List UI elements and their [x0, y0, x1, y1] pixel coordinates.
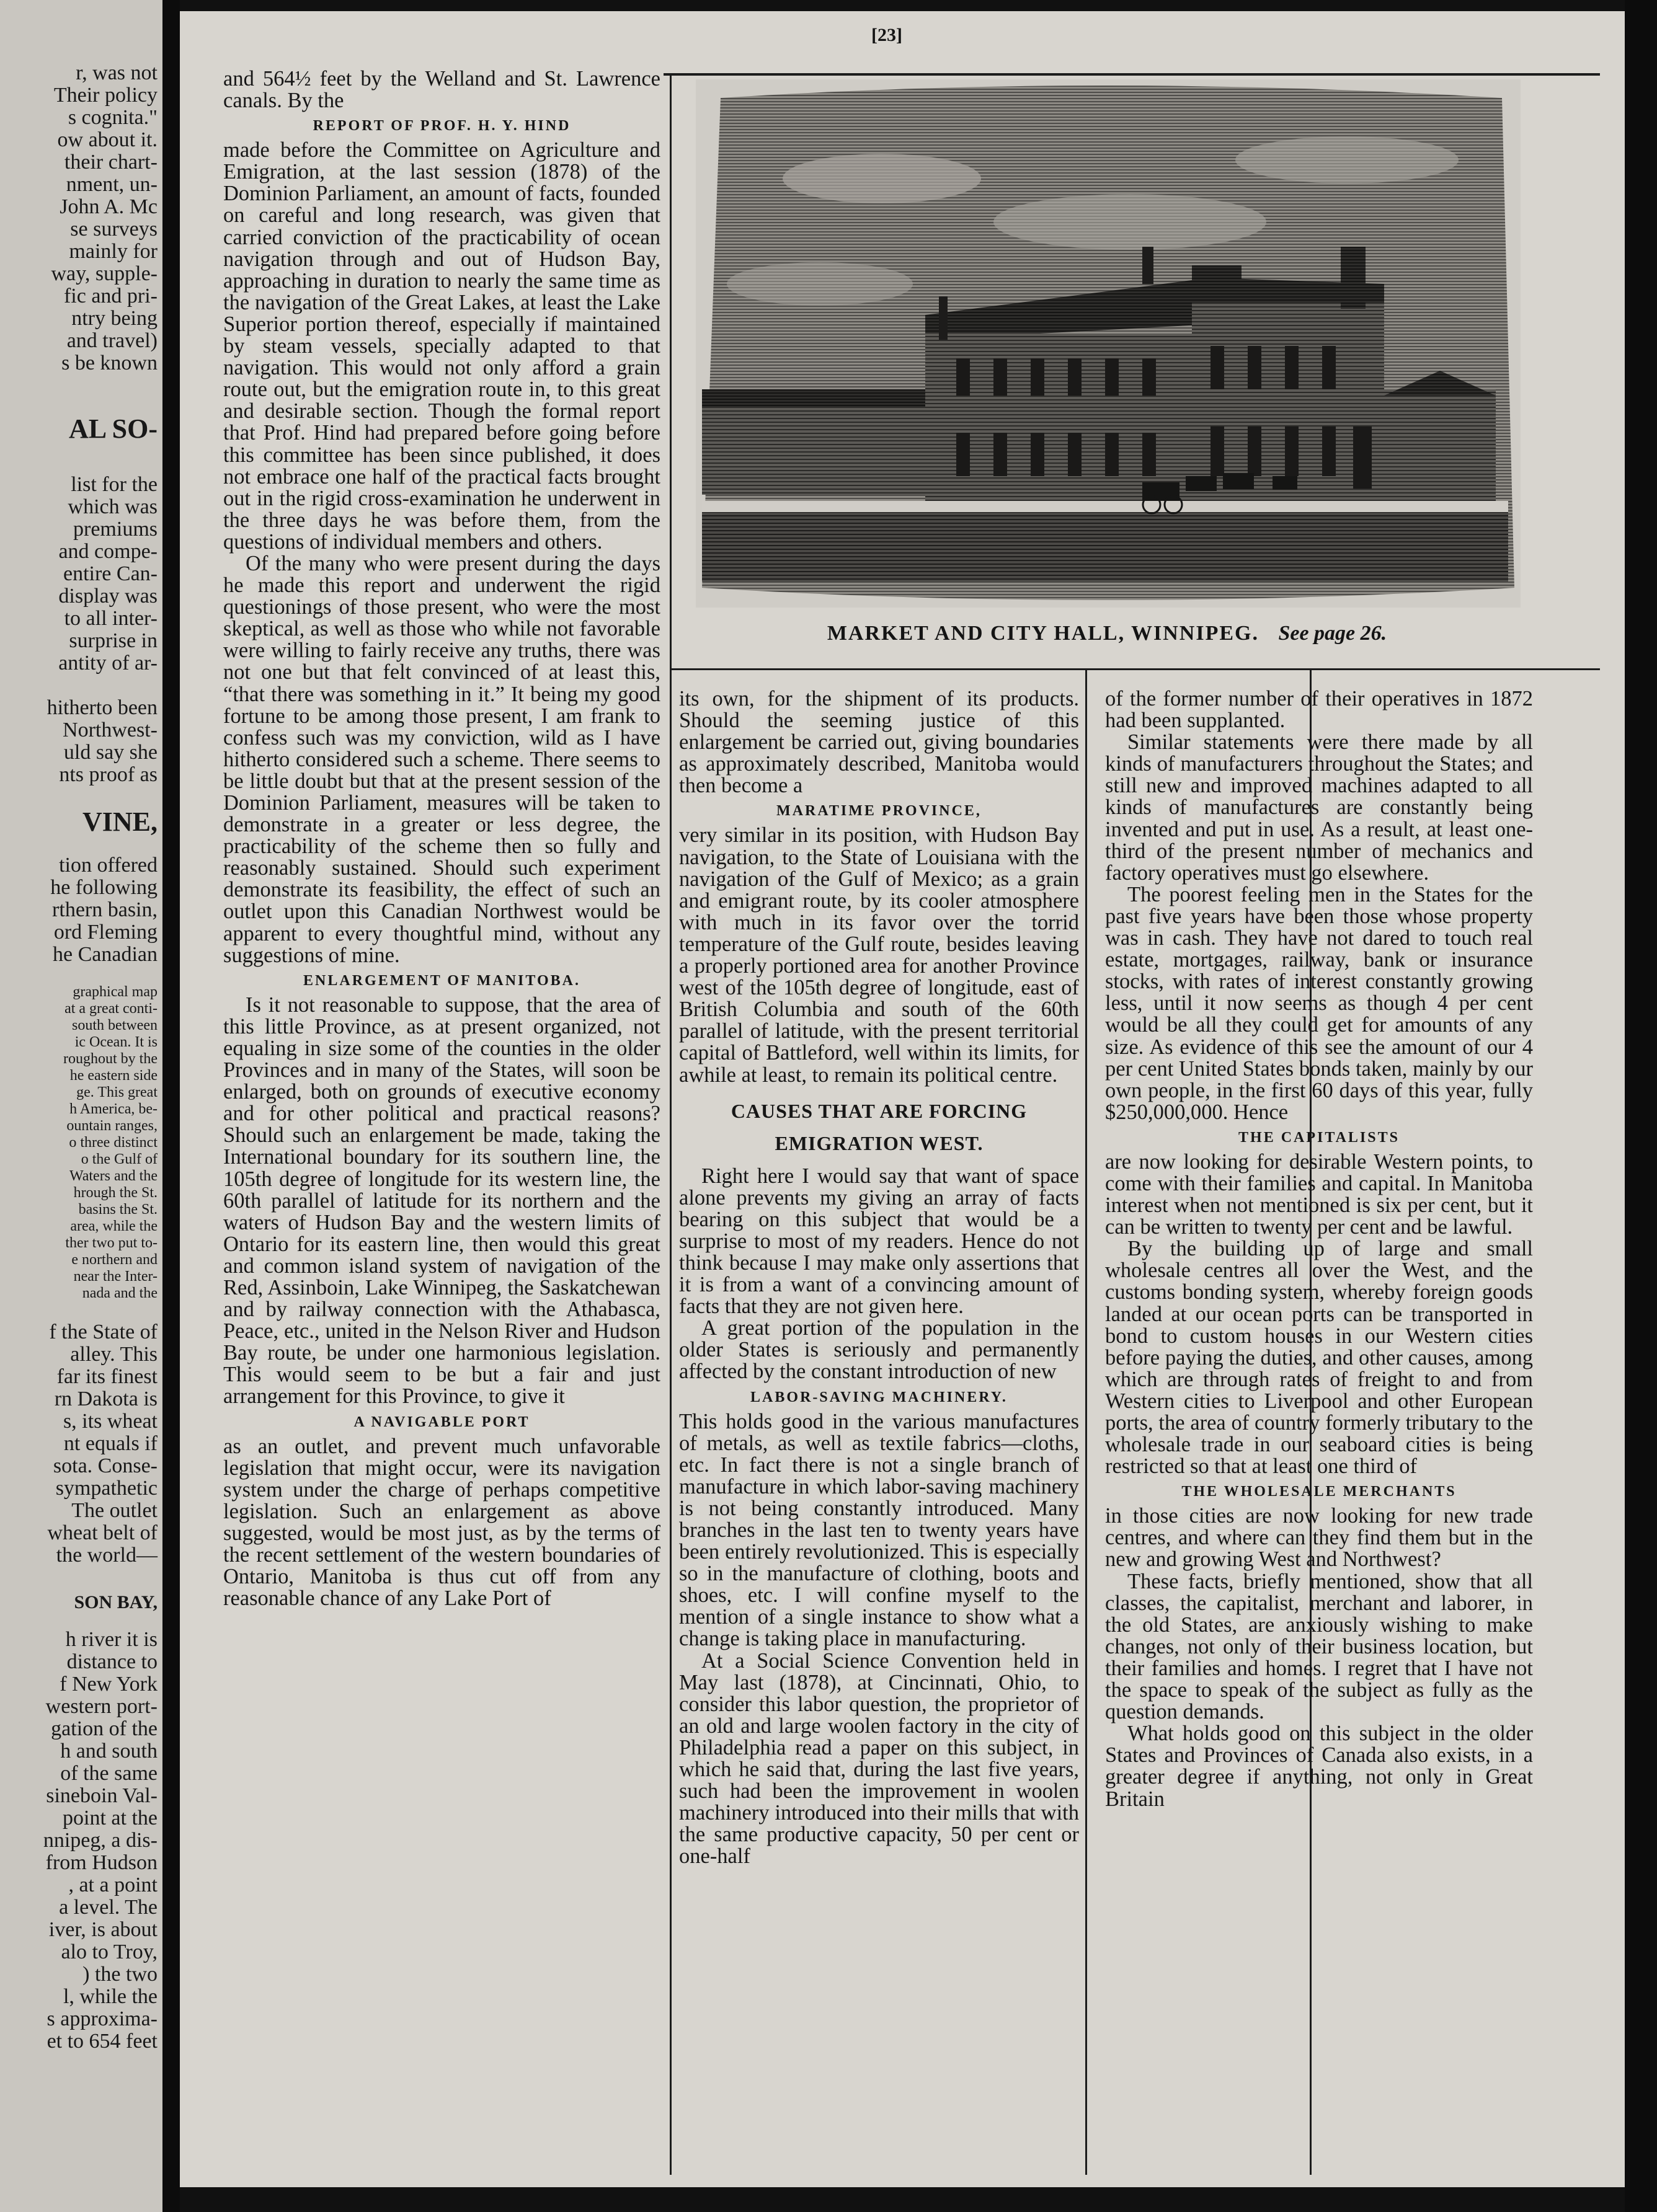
fragment-line: entire Can-: [63, 562, 158, 585]
fragment-line: Waters and the: [69, 1168, 158, 1184]
paragraph: of the former number of their operatives in 1872 had been supplanted.: [1105, 687, 1533, 733]
paragraph: in those cities are now looking for new trade centres, and where can they find them but in the new and growing West and Northwest?: [1105, 1504, 1533, 1572]
fragment-line: far its finest: [56, 1365, 158, 1388]
fragment-line: surprise in: [69, 629, 158, 652]
fragment-line: wheat belt of: [47, 1521, 158, 1544]
fragment-line: nment, un-: [66, 173, 158, 196]
fragment-line: fic and pri-: [63, 285, 158, 307]
fragment-line: premiums: [73, 518, 158, 541]
fragment-heading: AL SO-: [68, 414, 158, 444]
paragraph: Right here I would say that want of space alone prevents my giving an array of facts bearing on this subject that would be a surprise to most of my readers. Hence do not think because I may make only assertions that it is from a want of a convincing amount of facts that they are not given here.: [679, 1164, 1079, 1319]
fragment-line: ge. This great: [76, 1084, 158, 1100]
section-heading: MARATIME PROVINCE,: [776, 803, 982, 820]
fragment-line: s cognita.": [68, 106, 158, 129]
fragment-line: and travel): [66, 329, 158, 352]
fragment-line: iver, is about: [48, 1918, 158, 1941]
newspaper-page: [180, 11, 1625, 2187]
fragment-line: ) the two: [82, 1963, 158, 1986]
column-rule: [1085, 668, 1087, 2175]
paragraph: Similar statements were there made by all kinds of manufacturers throughout the States; and still new and improved machines adapted to all kinds of manufactures are constantly being invented and put in use. As a result, at least one-third of the present number of mechanics and factory operatives must go elsewhere.: [1105, 730, 1533, 885]
illustration-rule: [670, 668, 1600, 670]
fragment-line: to all inter-: [64, 607, 158, 630]
fragment-heading: SON BAY,: [74, 1592, 158, 1613]
fragment-line: list for the: [71, 473, 158, 496]
section-heading: A NAVIGABLE PORT: [353, 1413, 530, 1430]
fragment-line: o the Gulf of: [81, 1151, 158, 1167]
section-heading: LABOR-SAVING MACHINERY.: [750, 1389, 1008, 1405]
fragment-line: l, while the: [63, 1985, 158, 2008]
paragraph: very similar in its position, with Hudson Bay navigation, to the State of Louisiana with the navigation of the Gulf of Mexico; as a grain and emigrant route, by its cooler atmosphere with much in its favor over the torrid temperature of the Gulf route, besides leaving a properly portioned area for another Province west of the 105th degree of longitude, east of British Columbia and south of the 60th parallel of latitude, with the present territorial capital of Battleford, well within its limits, for awhile at least, to remain its political centre.: [679, 823, 1079, 1087]
fragment-line: near the Inter-: [73, 1268, 158, 1285]
fragment-line: rn Dakota is: [54, 1387, 158, 1410]
fragment-line: ow about it.: [57, 128, 158, 151]
fragment-line: western port-: [45, 1695, 158, 1718]
fragment-line: nts proof as: [59, 763, 158, 786]
fragment-line: sineboin Val-: [46, 1784, 158, 1807]
fragment-line: gation of the: [51, 1717, 158, 1740]
fragment-line: he following: [50, 876, 158, 899]
fragment-line: h and south: [60, 1740, 158, 1763]
fragment-line: ountain ranges,: [66, 1118, 158, 1134]
paragraph: At a Social Science Convention held in May last (1878), at Cincinnati, Ohio, to consider this labor question, the proprietor of an old and large woolen factory in the city of Philadelphia read a paper on this subject, in which he said that, during the last five years, such had been the improvement in woolen machinery introduced into their mills that with the same productive capacity, 50 per cent or one-half: [679, 1648, 1079, 1869]
paragraph: By the building up of large and small wholesale centres all over the West, and the customs bonding system, whereby foreign goods landed at our ocean ports can be transported in bond to custom houses in our Western cities before paying the duties, and other causes, among which are through rates of freight to and from Western cities to Liverpool and other European ports, the area of country formerly tributary to the wholesale trade in our seaboard cities is being restricted so that at least one third of: [1105, 1237, 1533, 1479]
paragraph: The poorest feeling men in the States for the past five years have been those whose property was in cash. They have not dared to touch real estate, mortgages, railway, bank or insurance stocks, with rates of interest constantly growing less, until it now seems as though 4 per cent would be all they could get for amounts of any size. As evidence of this see the amount of our 4 per cent United States bonds taken, mainly by our own people, in the first 60 days of this year, fully $250,000,000. Hence: [1105, 882, 1533, 1124]
adjacent-page-fragment: [0, 0, 162, 2212]
fragment-line: hitherto been: [47, 696, 158, 719]
fragment-line: from Hudson: [45, 1851, 158, 1874]
section-heading: THE WHOLESALE MERCHANTS: [1181, 1484, 1457, 1500]
header-rule: [664, 73, 1600, 76]
fragment-line: alley. This: [70, 1343, 158, 1366]
fragment-line: south between: [72, 1017, 158, 1033]
fragment-line: rthern basin,: [52, 898, 158, 921]
fragment-heading: VINE,: [82, 807, 158, 837]
fragment-line: e northern and: [71, 1252, 158, 1268]
paragraph: A great portion of the population in the older States is seriously and permanently affected by the constant introduction of new: [679, 1316, 1079, 1384]
fragment-line: h river it is: [65, 1628, 158, 1651]
fragment-line: their chart-: [64, 151, 158, 174]
fragment-line: uld say she: [63, 741, 158, 764]
caption-page-ref: See page 26.: [1278, 622, 1387, 645]
article-column-1: [223, 68, 660, 1609]
fragment-line: which was: [68, 495, 158, 518]
fragment-line: he eastern side: [69, 1068, 158, 1084]
section-heading: REPORT OF PROF. H. Y. HIND: [313, 118, 571, 135]
page-number: [23]: [871, 25, 902, 45]
fragment-line: ntry being: [71, 307, 158, 330]
fragment-line: nnipeg, a dis-: [43, 1829, 158, 1852]
fragment-line: the world—: [56, 1544, 158, 1567]
section-heading: ENLARGEMENT OF MANITOBA.: [303, 972, 580, 989]
fragment-line: and compe-: [58, 540, 158, 563]
article-heading: CAUSES THAT ARE FORCING EMIGRATION WEST.: [731, 1099, 1028, 1154]
fragment-line: nt equals if: [63, 1432, 158, 1455]
paragraph: What holds good on this subject in the older States and Provinces of Canada also exists, in a greater degree if anything, not only in Great Britain: [1105, 1722, 1533, 1811]
article-column-3: [1105, 688, 1533, 1810]
fragment-line: of the same: [60, 1762, 158, 1785]
fragment-line: distance to: [66, 1650, 158, 1673]
fragment-line: s, its wheat: [63, 1410, 158, 1433]
fragment-line: he Canadian: [53, 943, 158, 966]
section-heading: THE CAPITALISTS: [1238, 1129, 1400, 1146]
illustration-caption: [682, 622, 1532, 645]
fragment-line: alo to Troy,: [61, 1940, 158, 1963]
caption-title: MARKET AND CITY HALL, WINNIPEG.: [827, 622, 1259, 645]
engraving-illustration: [696, 79, 1521, 608]
fragment-line: Northwest-: [63, 719, 158, 741]
paragraph: Of the many who were present during the days he made this report and underwent the rigid questionings of those present, who were the most skeptical, as well as those who while not favorable were willing to fairly receive any truths, there was not one but that felt convinced of at least this, “that there was something in it.” It being my good fortune to be among those present, I am frank to confess such was my conviction, wild as I have hitherto considered such a scheme. There seems to be little doubt but that at the present session of the Dominion Parliament, measures will be taken to demonstrate in a greater or less degree, the practicability of the scheme then so fully and reasonably sustained. Should such experiment demonstrate its feasibility, the effect of such an outlet upon this Canadian Northwest would be apparent to every thoughtful mind, without any suggestions of mine.: [223, 551, 660, 967]
fragment-line: mainly for: [69, 240, 158, 263]
fragment-line: area, while the: [70, 1218, 158, 1234]
fragment-line: f New York: [60, 1673, 158, 1696]
paragraph: its own, for the shipment of its products. Should the seeming justice of this enlargement be carried out, giving boundaries as approximately described, Manitoba would then become a: [679, 687, 1079, 798]
fragment-line: se surveys: [70, 218, 158, 241]
paragraph: This holds good in the various manufactures of metals, as well as textile fabrics—cloths, etc. In fact there is not a single branch of manufacture in which labor-saving machinery is not being constantly introduced. Many branches in the last ten to twenty years have been entirely revolutionized. This is especially so in the manufacture of clothing, boots and shoes, etc. I will confine myself to the mention of a single instance to show what a change is taking place in manufacturing.: [679, 1409, 1079, 1651]
fragment-line: s approxima-: [47, 2007, 158, 2030]
fragment-line: hrough the St.: [73, 1185, 158, 1201]
fragment-line: point at the: [63, 1807, 158, 1829]
fragment-line: r, was not: [76, 61, 158, 84]
fragment-line: ord Fleming: [53, 921, 158, 944]
fragment-line: basins the St.: [78, 1201, 158, 1218]
market-city-hall-engraving: [696, 79, 1521, 608]
fragment-line: ther two put to-: [65, 1235, 158, 1251]
fragment-line: way, supple-: [51, 262, 158, 285]
paragraph: as an outlet, and prevent much unfavorable legislation that might occur, were its navigation system under the charge of perhaps competitive legislation. Such an enlargement as above suggested, would be most just, as by the terms of the recent settlement of the western boundaries of Ontario, Manitoba is thus cut off from any reasonable chance of any Lake Port of: [223, 1434, 660, 1611]
column-rule: [670, 73, 672, 2175]
fragment-line: antity of ar-: [58, 652, 158, 675]
page-gutter: [162, 0, 180, 2212]
page-edge: [1625, 0, 1657, 2212]
fragment-line: at a great conti-: [64, 1001, 158, 1017]
fragment-line: nada and the: [82, 1285, 158, 1301]
fragment-line: display was: [58, 585, 158, 608]
fragment-line: h America, be-: [69, 1101, 158, 1117]
fragment-line: graphical map: [73, 984, 158, 1000]
fragment-line: a level. The: [59, 1896, 158, 1919]
paragraph: Is it not reasonable to suppose, that the area of this little Province, as at present organized, not equaling in size some of the counties in the older Provinces and in many of the States, will soon be enlarged, both on grounds of executive economy and for other political and practical reasons? Should such an enlargement be made, taking the International boundary for its southern line, the 105th degree of longitude for its western line, the 60th parallel of latitude for its northern and the waters of Hudson Bay and the western limits of Ontario for its eastern line, then would this great and common island system of navigation of the Red, Assinboin, Lake Winnipeg, the Saskatchewan and by railway connection with the Athabasca, Peace, etc., united in the Nelson River and Hudson Bay route, be under one harmonious legislation. This would seem to be but a fair and just arrangement for this Province, to give it: [223, 993, 660, 1409]
fragment-line: ic Ocean. It is: [74, 1034, 158, 1050]
article-column-2: [679, 688, 1079, 1868]
fragment-line: f the State of: [49, 1321, 158, 1343]
fragment-line: , at a point: [68, 1874, 158, 1896]
paragraph: and 564½ feet by the Welland and St. Lawrence canals. By the: [223, 67, 660, 113]
fragment-line: o three distinct: [69, 1135, 158, 1151]
fragment-line: s be known: [61, 352, 158, 374]
fragment-line: et to 654 feet: [47, 2030, 158, 2053]
fragment-line: Their policy: [53, 84, 158, 107]
paragraph: These facts, briefly mentioned, show that all classes, the capitalist, merchant and laborer, in the old States, are anxiously wishing to make changes, not only of their business location, but their families and homes. I regret that I have not the space to speak of the subject as fully as the question demands.: [1105, 1569, 1533, 1724]
paragraph: made before the Committee on Agriculture and Emigration, at the last session (1878) of the Dominion Parliament, an amount of facts, founded on careful and long research, was given that carried conviction of the practicability of ocean navigation through and out of Hudson Bay, approaching in duration to nearly the same time as the navigation of the Great Lakes, at least the Lake Superior portion thereof, especially if maintained by steam vessels, specially adapted to that navigation. This would not only afford a grain route out, but the emigration route in, to this great and desirable section. Though the formal report that Prof. Hind had prepared before going before this committee has been since published, it does not embrace one half of the practical facts brought out in the rigid cross-examination he underwent in the three days he was before them, from the questions of individual members and others.: [223, 138, 660, 554]
fragment-line: roughout by the: [63, 1051, 158, 1067]
paragraph: are now looking for desirable Western points, to come with their families and capital. In Manitoba interest when not mentioned is six per cent, but it can be written to twenty per cent and be lawful.: [1105, 1149, 1533, 1239]
fragment-line: sympathetic: [55, 1477, 158, 1500]
fragment-line: sota. Conse-: [53, 1454, 158, 1477]
fragment-line: John A. Mc: [60, 195, 158, 218]
fragment-line: tion offered: [59, 854, 158, 877]
fragment-line: The outlet: [71, 1499, 158, 1522]
